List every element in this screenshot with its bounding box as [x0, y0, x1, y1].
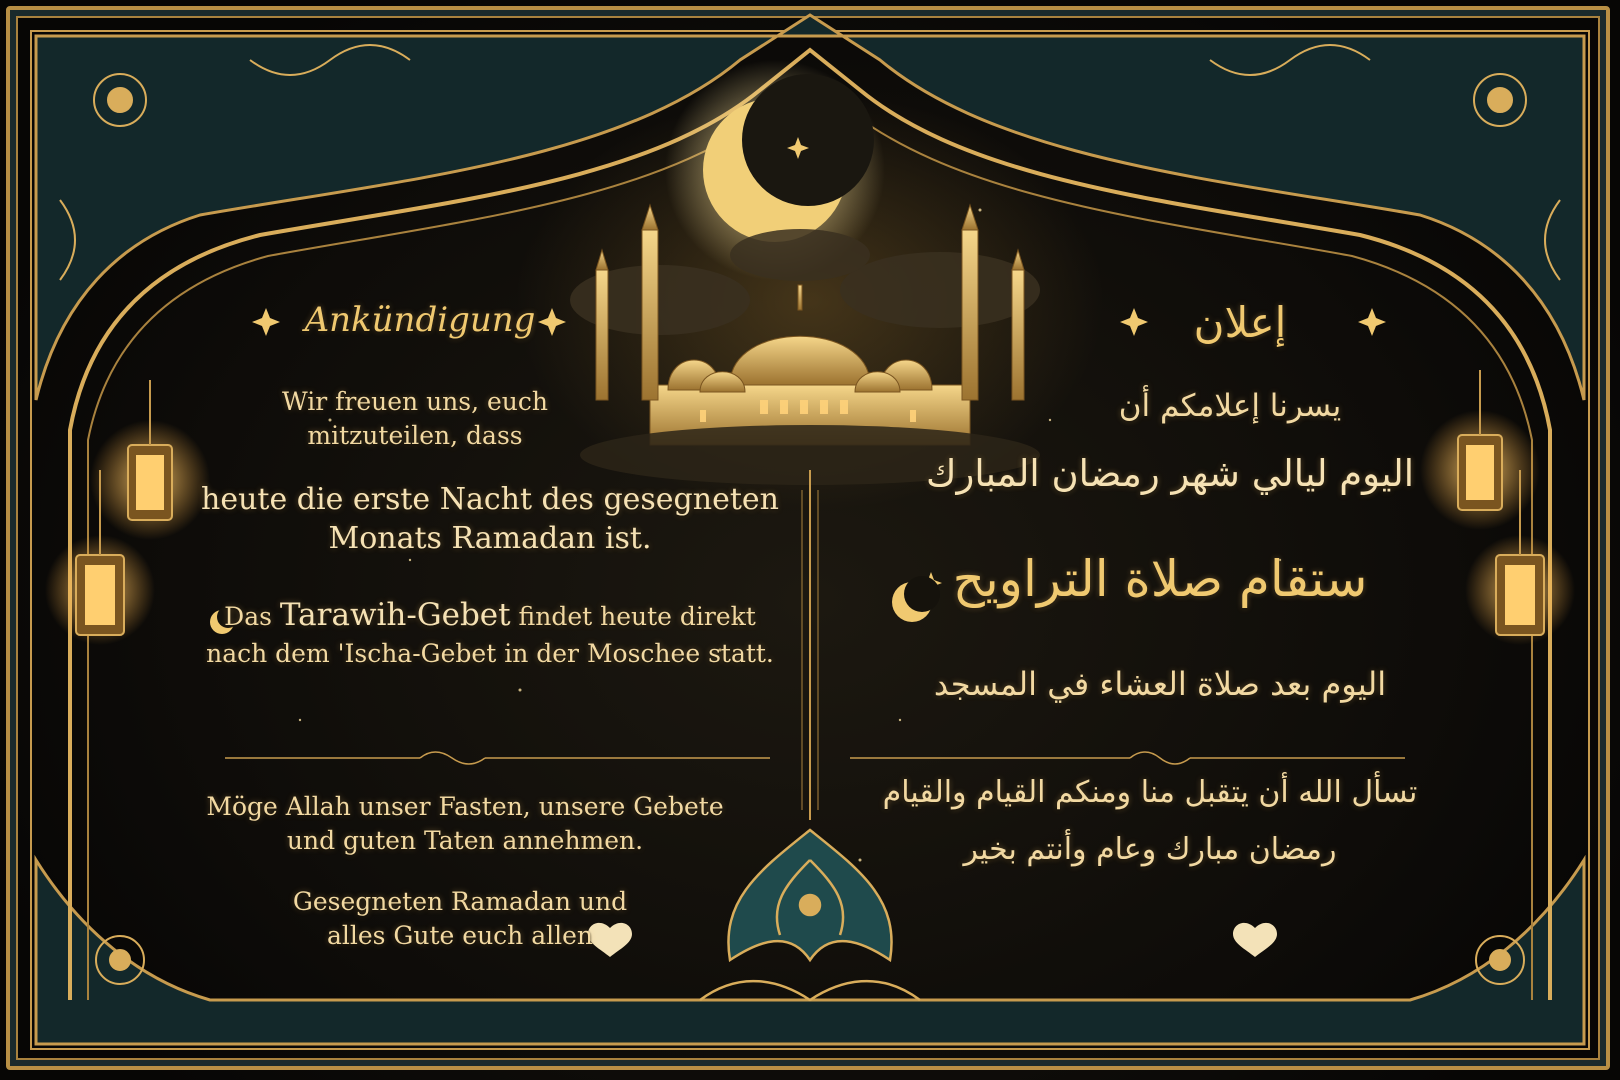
ramadan-text-arabic: اليوم ليالي شهر رمضان المبارك: [925, 452, 1415, 495]
title-arabic: إعلان: [1193, 298, 1287, 347]
ramadan-text-german: heute die erste Nacht des gesegneten Monats Ramadan ist.: [201, 482, 779, 556]
prayer-text-arabic: تسأل الله أن يتقبل منا ومنكم القيام والقيام: [882, 775, 1418, 810]
tarawih-prefix: Das: [224, 602, 280, 631]
divider-ornament: [225, 752, 1405, 764]
greeting-text-arabic: رمضان مبارك وعام وأنتم بخير: [963, 832, 1337, 867]
tarawih-text-german: [205, 595, 775, 671]
intro-text-german: Wir freuen uns, euch mitzuteilen, dass: [281, 387, 548, 450]
arabesque-icon: [700, 830, 920, 1000]
tarawih-keyword: Tarawih-Gebet: [279, 597, 511, 633]
heart-icon: [588, 923, 1277, 957]
greeting-text-german: Gesegneten Ramadan und alles Gute euch allen: [292, 887, 628, 950]
title-german: Ankündigung: [304, 300, 536, 340]
tarawih-text-arabic: ستقام صلاة التراويح: [952, 550, 1368, 608]
isha-text-arabic: اليوم بعد صلاة العشاء في المسجد: [933, 665, 1387, 703]
prayer-text-german: Möge Allah unser Fasten, unsere Gebete und guten Taten annehmen.: [206, 792, 724, 855]
tarawih-suffix: findet heute direkt nach dem 'Ischa-Gebet in der Moschee statt.: [206, 602, 774, 668]
intro-text-arabic: يسرنا إعلامكم أن: [1118, 388, 1342, 424]
